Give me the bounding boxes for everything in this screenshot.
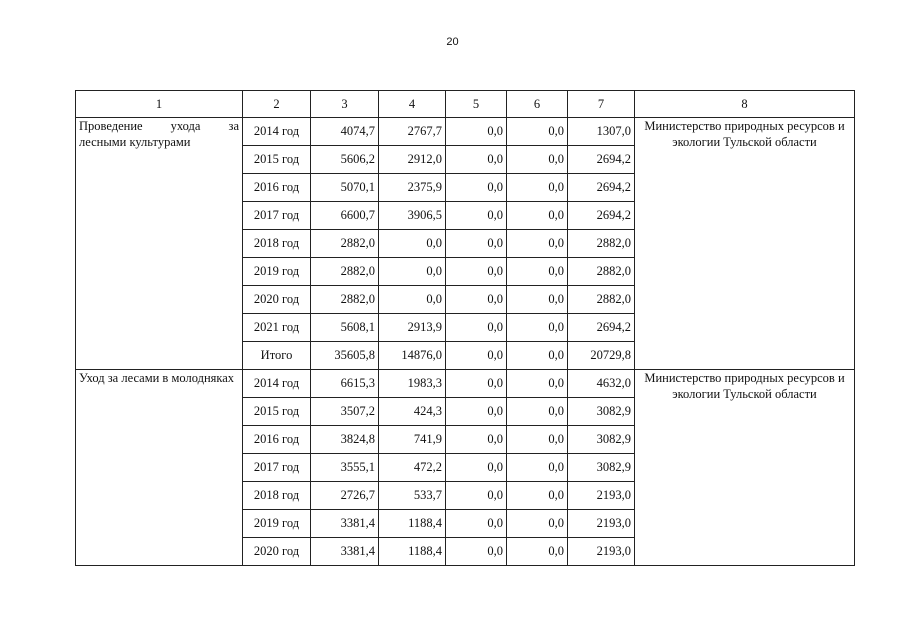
value-cell-c3: 5608,1 [311,314,379,342]
column-header-2: 2 [243,91,311,118]
value-cell-c6: 0,0 [507,482,568,510]
value-cell-c4: 2913,9 [379,314,446,342]
value-cell-c7: 2193,0 [568,482,635,510]
value-cell-c4: 0,0 [379,258,446,286]
value-cell-c5: 0,0 [446,202,507,230]
value-cell-c5: 0,0 [446,426,507,454]
column-header-3: 3 [311,91,379,118]
value-cell-c7: 3082,9 [568,454,635,482]
value-cell-c4: 14876,0 [379,342,446,370]
year-cell: 2017 год [243,454,311,482]
column-header-6: 6 [507,91,568,118]
value-cell-c5: 0,0 [446,454,507,482]
value-cell-c4: 0,0 [379,230,446,258]
value-cell-c4: 424,3 [379,398,446,426]
value-cell-c7: 3082,9 [568,398,635,426]
responsible-organization: Министерство природных ресурсов и экологии Тульской области [635,118,855,370]
value-cell-c7: 2193,0 [568,538,635,566]
value-cell-c5: 0,0 [446,286,507,314]
value-cell-c7: 2694,2 [568,146,635,174]
value-cell-c6: 0,0 [507,370,568,398]
value-cell-c5: 0,0 [446,118,507,146]
year-cell: 2021 год [243,314,311,342]
header-row [76,91,855,118]
value-cell-c5: 0,0 [446,398,507,426]
value-cell-c6: 0,0 [507,538,568,566]
column-header-1: 1 [76,91,243,118]
year-cell: 2015 год [243,146,311,174]
value-cell-c5: 0,0 [446,258,507,286]
year-cell: 2016 год [243,174,311,202]
value-cell-c7: 2882,0 [568,286,635,314]
year-cell: 2018 год [243,482,311,510]
value-cell-c5: 0,0 [446,342,507,370]
value-cell-c3: 5606,2 [311,146,379,174]
value-cell-c6: 0,0 [507,426,568,454]
value-cell-c3: 3555,1 [311,454,379,482]
value-cell-c3: 5070,1 [311,174,379,202]
year-cell: 2016 год [243,426,311,454]
value-cell-c6: 0,0 [507,174,568,202]
value-cell-c5: 0,0 [446,370,507,398]
value-cell-c7: 2882,0 [568,230,635,258]
value-cell-c5: 0,0 [446,538,507,566]
table-row [76,370,855,398]
value-cell-c6: 0,0 [507,118,568,146]
year-cell: 2015 год [243,398,311,426]
value-cell-c6: 0,0 [507,314,568,342]
year-cell: 2014 год [243,370,311,398]
value-cell-c7: 4632,0 [568,370,635,398]
value-cell-c4: 2912,0 [379,146,446,174]
year-cell: 2019 год [243,258,311,286]
value-cell-c3: 6615,3 [311,370,379,398]
value-cell-c5: 0,0 [446,230,507,258]
value-cell-c3: 4074,7 [311,118,379,146]
year-cell: 2014 год [243,118,311,146]
value-cell-c6: 0,0 [507,258,568,286]
value-cell-c5: 0,0 [446,510,507,538]
value-cell-c7: 2694,2 [568,314,635,342]
value-cell-c3: 3381,4 [311,538,379,566]
table-header [76,91,855,118]
year-cell: 2020 год [243,538,311,566]
value-cell-c6: 0,0 [507,454,568,482]
year-cell: 2019 год [243,510,311,538]
value-cell-c7: 2694,2 [568,202,635,230]
value-cell-c4: 1188,4 [379,538,446,566]
year-cell: 2017 год [243,202,311,230]
column-header-7: 7 [568,91,635,118]
value-cell-c7: 1307,0 [568,118,635,146]
value-cell-c3: 2882,0 [311,286,379,314]
value-cell-c3: 35605,8 [311,342,379,370]
column-header-4: 4 [379,91,446,118]
value-cell-c3: 3381,4 [311,510,379,538]
value-cell-c4: 0,0 [379,286,446,314]
value-cell-c5: 0,0 [446,174,507,202]
value-cell-c6: 0,0 [507,202,568,230]
value-cell-c7: 3082,9 [568,426,635,454]
value-cell-c6: 0,0 [507,146,568,174]
value-cell-c6: 0,0 [507,230,568,258]
value-cell-c4: 1983,3 [379,370,446,398]
value-cell-c7: 2882,0 [568,258,635,286]
funding-table [75,90,855,566]
column-header-5: 5 [446,91,507,118]
year-cell: 2020 год [243,286,311,314]
value-cell-c5: 0,0 [446,146,507,174]
value-cell-c3: 2882,0 [311,258,379,286]
activity-name: Проведение ухода за лесными культурами [76,118,243,370]
table-row [76,118,855,146]
value-cell-c3: 6600,7 [311,202,379,230]
value-cell-c3: 2726,7 [311,482,379,510]
page-number: 20 [446,36,459,48]
value-cell-c6: 0,0 [507,510,568,538]
value-cell-c4: 2375,9 [379,174,446,202]
value-cell-c4: 2767,7 [379,118,446,146]
responsible-organization: Министерство природных ресурсов и экологии Тульской области [635,370,855,566]
value-cell-c4: 1188,4 [379,510,446,538]
value-cell-c4: 741,9 [379,426,446,454]
activity-name: Уход за лесами в молодняках [76,370,243,566]
value-cell-c4: 533,7 [379,482,446,510]
year-cell: 2018 год [243,230,311,258]
value-cell-c5: 0,0 [446,482,507,510]
table-body [76,118,855,566]
column-header-8: 8 [635,91,855,118]
value-cell-c6: 0,0 [507,342,568,370]
value-cell-c7: 2193,0 [568,510,635,538]
value-cell-c6: 0,0 [507,398,568,426]
value-cell-c4: 3906,5 [379,202,446,230]
value-cell-c3: 2882,0 [311,230,379,258]
value-cell-c6: 0,0 [507,286,568,314]
value-cell-c3: 3507,2 [311,398,379,426]
value-cell-c5: 0,0 [446,314,507,342]
year-cell: Итого [243,342,311,370]
value-cell-c7: 2694,2 [568,174,635,202]
value-cell-c3: 3824,8 [311,426,379,454]
value-cell-c7: 20729,8 [568,342,635,370]
value-cell-c4: 472,2 [379,454,446,482]
